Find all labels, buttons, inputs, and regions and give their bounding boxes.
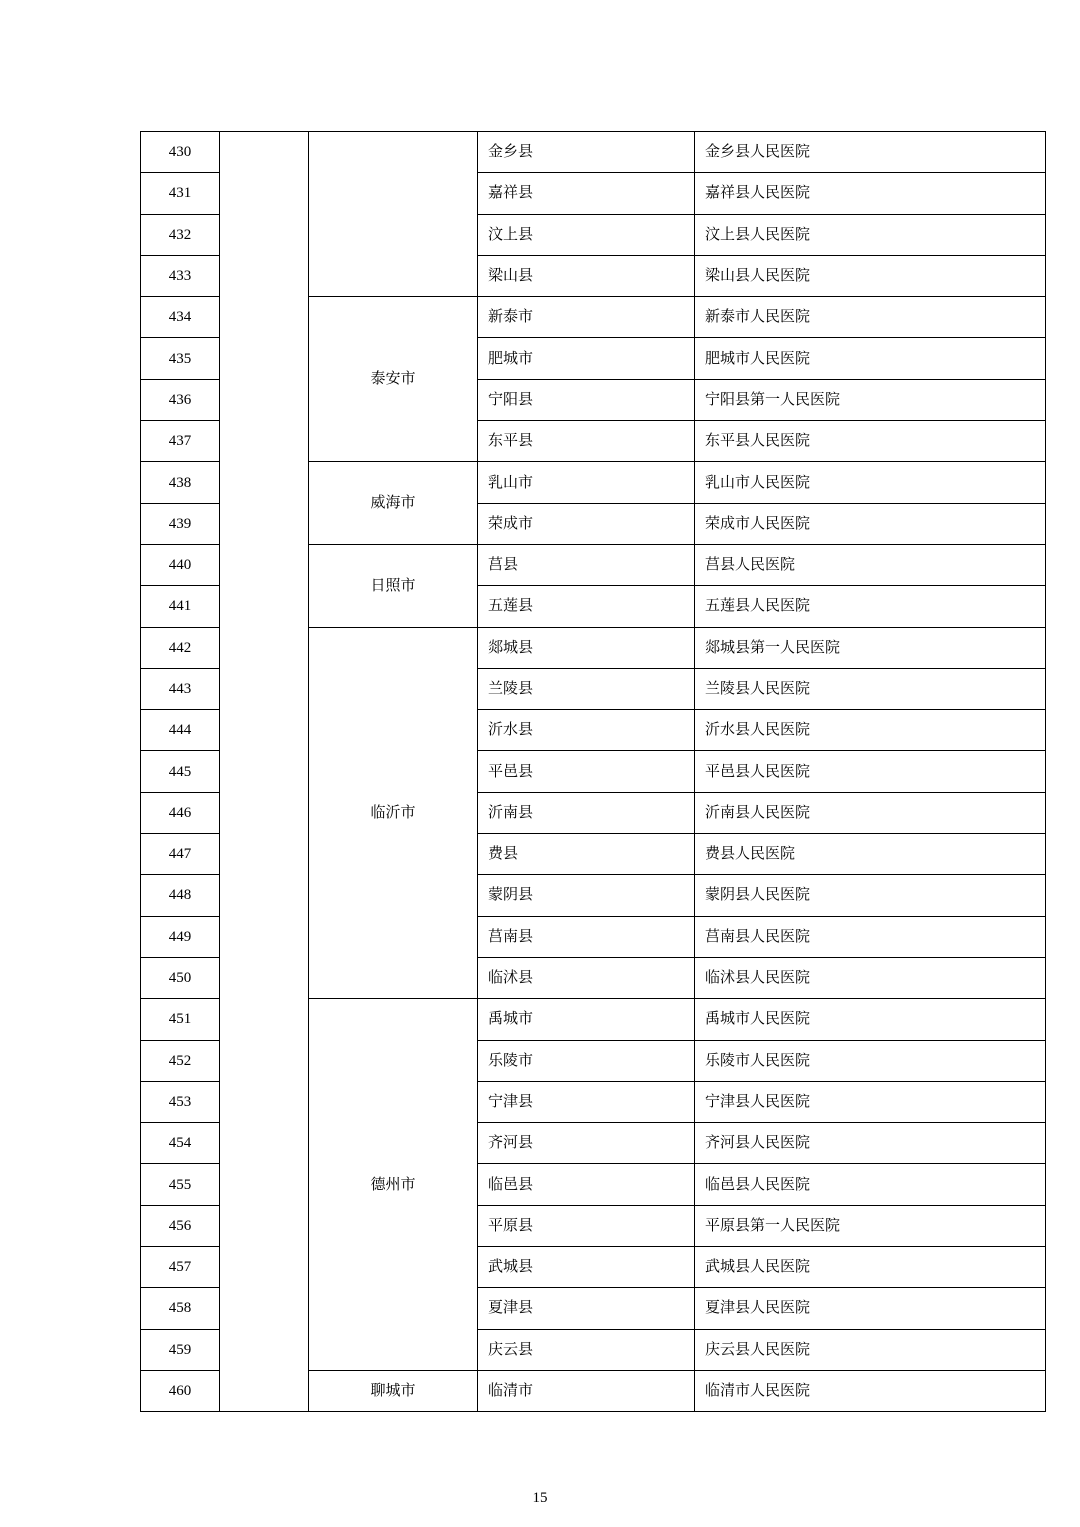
hospital-cell: 东平县人民医院: [695, 421, 1046, 462]
county-cell: 沂水县: [478, 710, 695, 751]
hospital-cell: 乐陵市人民医院: [695, 1040, 1046, 1081]
county-cell: 兰陵县: [478, 668, 695, 709]
county-cell: 平邑县: [478, 751, 695, 792]
county-cell: 禹城市: [478, 999, 695, 1040]
page-number: 15: [532, 1490, 548, 1506]
hospital-cell: 平原县第一人民医院: [695, 1205, 1046, 1246]
row-number: 454: [141, 1123, 220, 1164]
hospital-cell: 新泰市人民医院: [695, 297, 1046, 338]
county-cell: 梁山县: [478, 255, 695, 296]
county-cell: 武城县: [478, 1247, 695, 1288]
row-number: 436: [141, 379, 220, 420]
hospital-cell: 兰陵县人民医院: [695, 668, 1046, 709]
hospital-cell: 沂水县人民医院: [695, 710, 1046, 751]
table-body: [141, 132, 1046, 1412]
county-cell: 五莲县: [478, 586, 695, 627]
hospital-cell: 沂南县人民医院: [695, 792, 1046, 833]
row-number: 448: [141, 875, 220, 916]
hospital-cell: 金乡县人民医院: [695, 132, 1046, 173]
row-number: 439: [141, 503, 220, 544]
row-number: 442: [141, 627, 220, 668]
hospital-cell: 禹城市人民医院: [695, 999, 1046, 1040]
hospital-cell: 临清市人民医院: [695, 1370, 1046, 1411]
county-cell: 金乡县: [478, 132, 695, 173]
county-cell: 沂南县: [478, 792, 695, 833]
row-number: 431: [141, 173, 220, 214]
row-number: 456: [141, 1205, 220, 1246]
hospital-cell: 武城县人民医院: [695, 1247, 1046, 1288]
county-cell: 乐陵市: [478, 1040, 695, 1081]
county-cell: 庆云县: [478, 1329, 695, 1370]
hospital-cell: 夏津县人民医院: [695, 1288, 1046, 1329]
county-cell: 肥城市: [478, 338, 695, 379]
hospital-cell: 汶上县人民医院: [695, 214, 1046, 255]
hospital-table-container: [140, 131, 940, 1412]
county-cell: 宁阳县: [478, 379, 695, 420]
hospital-cell: 郯城县第一人民医院: [695, 627, 1046, 668]
city-cell: 泰安市: [309, 297, 478, 462]
row-number: 453: [141, 1081, 220, 1122]
row-number: 449: [141, 916, 220, 957]
hospital-cell: 五莲县人民医院: [695, 586, 1046, 627]
hospital-cell: 肥城市人民医院: [695, 338, 1046, 379]
county-cell: 齐河县: [478, 1123, 695, 1164]
row-number: 434: [141, 297, 220, 338]
county-cell: 临沭县: [478, 957, 695, 998]
hospital-cell: 平邑县人民医院: [695, 751, 1046, 792]
hospital-cell: 宁阳县第一人民医院: [695, 379, 1046, 420]
hospital-cell: 费县人民医院: [695, 834, 1046, 875]
hospital-cell: 荣成市人民医院: [695, 503, 1046, 544]
table-row: [141, 132, 1046, 173]
county-cell: 乳山市: [478, 462, 695, 503]
row-number: 451: [141, 999, 220, 1040]
county-cell: 嘉祥县: [478, 173, 695, 214]
city-cell: 临沂市: [309, 627, 478, 999]
city-cell: [309, 132, 478, 297]
row-number: 443: [141, 668, 220, 709]
city-cell: 德州市: [309, 999, 478, 1371]
row-number: 460: [141, 1370, 220, 1411]
row-number: 432: [141, 214, 220, 255]
county-cell: 汶上县: [478, 214, 695, 255]
hospital-table: [140, 131, 1046, 1412]
county-cell: 临邑县: [478, 1164, 695, 1205]
row-number: 444: [141, 710, 220, 751]
county-cell: 莒县: [478, 544, 695, 585]
row-number: 430: [141, 132, 220, 173]
county-cell: 夏津县: [478, 1288, 695, 1329]
city-cell: 日照市: [309, 544, 478, 627]
city-cell: 威海市: [309, 462, 478, 545]
county-cell: 平原县: [478, 1205, 695, 1246]
hospital-cell: 临邑县人民医院: [695, 1164, 1046, 1205]
row-number: 440: [141, 544, 220, 585]
hospital-cell: 梁山县人民医院: [695, 255, 1046, 296]
hospital-cell: 乳山市人民医院: [695, 462, 1046, 503]
hospital-cell: 莒南县人民医院: [695, 916, 1046, 957]
row-number: 435: [141, 338, 220, 379]
hospital-cell: 蒙阴县人民医院: [695, 875, 1046, 916]
row-number: 438: [141, 462, 220, 503]
hospital-cell: 庆云县人民医院: [695, 1329, 1046, 1370]
hospital-cell: 宁津县人民医院: [695, 1081, 1046, 1122]
province-cell: [220, 132, 309, 1412]
county-cell: 郯城县: [478, 627, 695, 668]
row-number: 457: [141, 1247, 220, 1288]
hospital-cell: 临沭县人民医院: [695, 957, 1046, 998]
row-number: 450: [141, 957, 220, 998]
row-number: 452: [141, 1040, 220, 1081]
row-number: 445: [141, 751, 220, 792]
county-cell: 东平县: [478, 421, 695, 462]
row-number: 458: [141, 1288, 220, 1329]
county-cell: 新泰市: [478, 297, 695, 338]
hospital-cell: 嘉祥县人民医院: [695, 173, 1046, 214]
city-cell: 聊城市: [309, 1370, 478, 1411]
county-cell: 蒙阴县: [478, 875, 695, 916]
row-number: 437: [141, 421, 220, 462]
row-number: 455: [141, 1164, 220, 1205]
county-cell: 临清市: [478, 1370, 695, 1411]
row-number: 446: [141, 792, 220, 833]
hospital-cell: 齐河县人民医院: [695, 1123, 1046, 1164]
county-cell: 莒南县: [478, 916, 695, 957]
row-number: 447: [141, 834, 220, 875]
county-cell: 荣成市: [478, 503, 695, 544]
county-cell: 宁津县: [478, 1081, 695, 1122]
county-cell: 费县: [478, 834, 695, 875]
hospital-cell: 莒县人民医院: [695, 544, 1046, 585]
row-number: 441: [141, 586, 220, 627]
row-number: 433: [141, 255, 220, 296]
row-number: 459: [141, 1329, 220, 1370]
